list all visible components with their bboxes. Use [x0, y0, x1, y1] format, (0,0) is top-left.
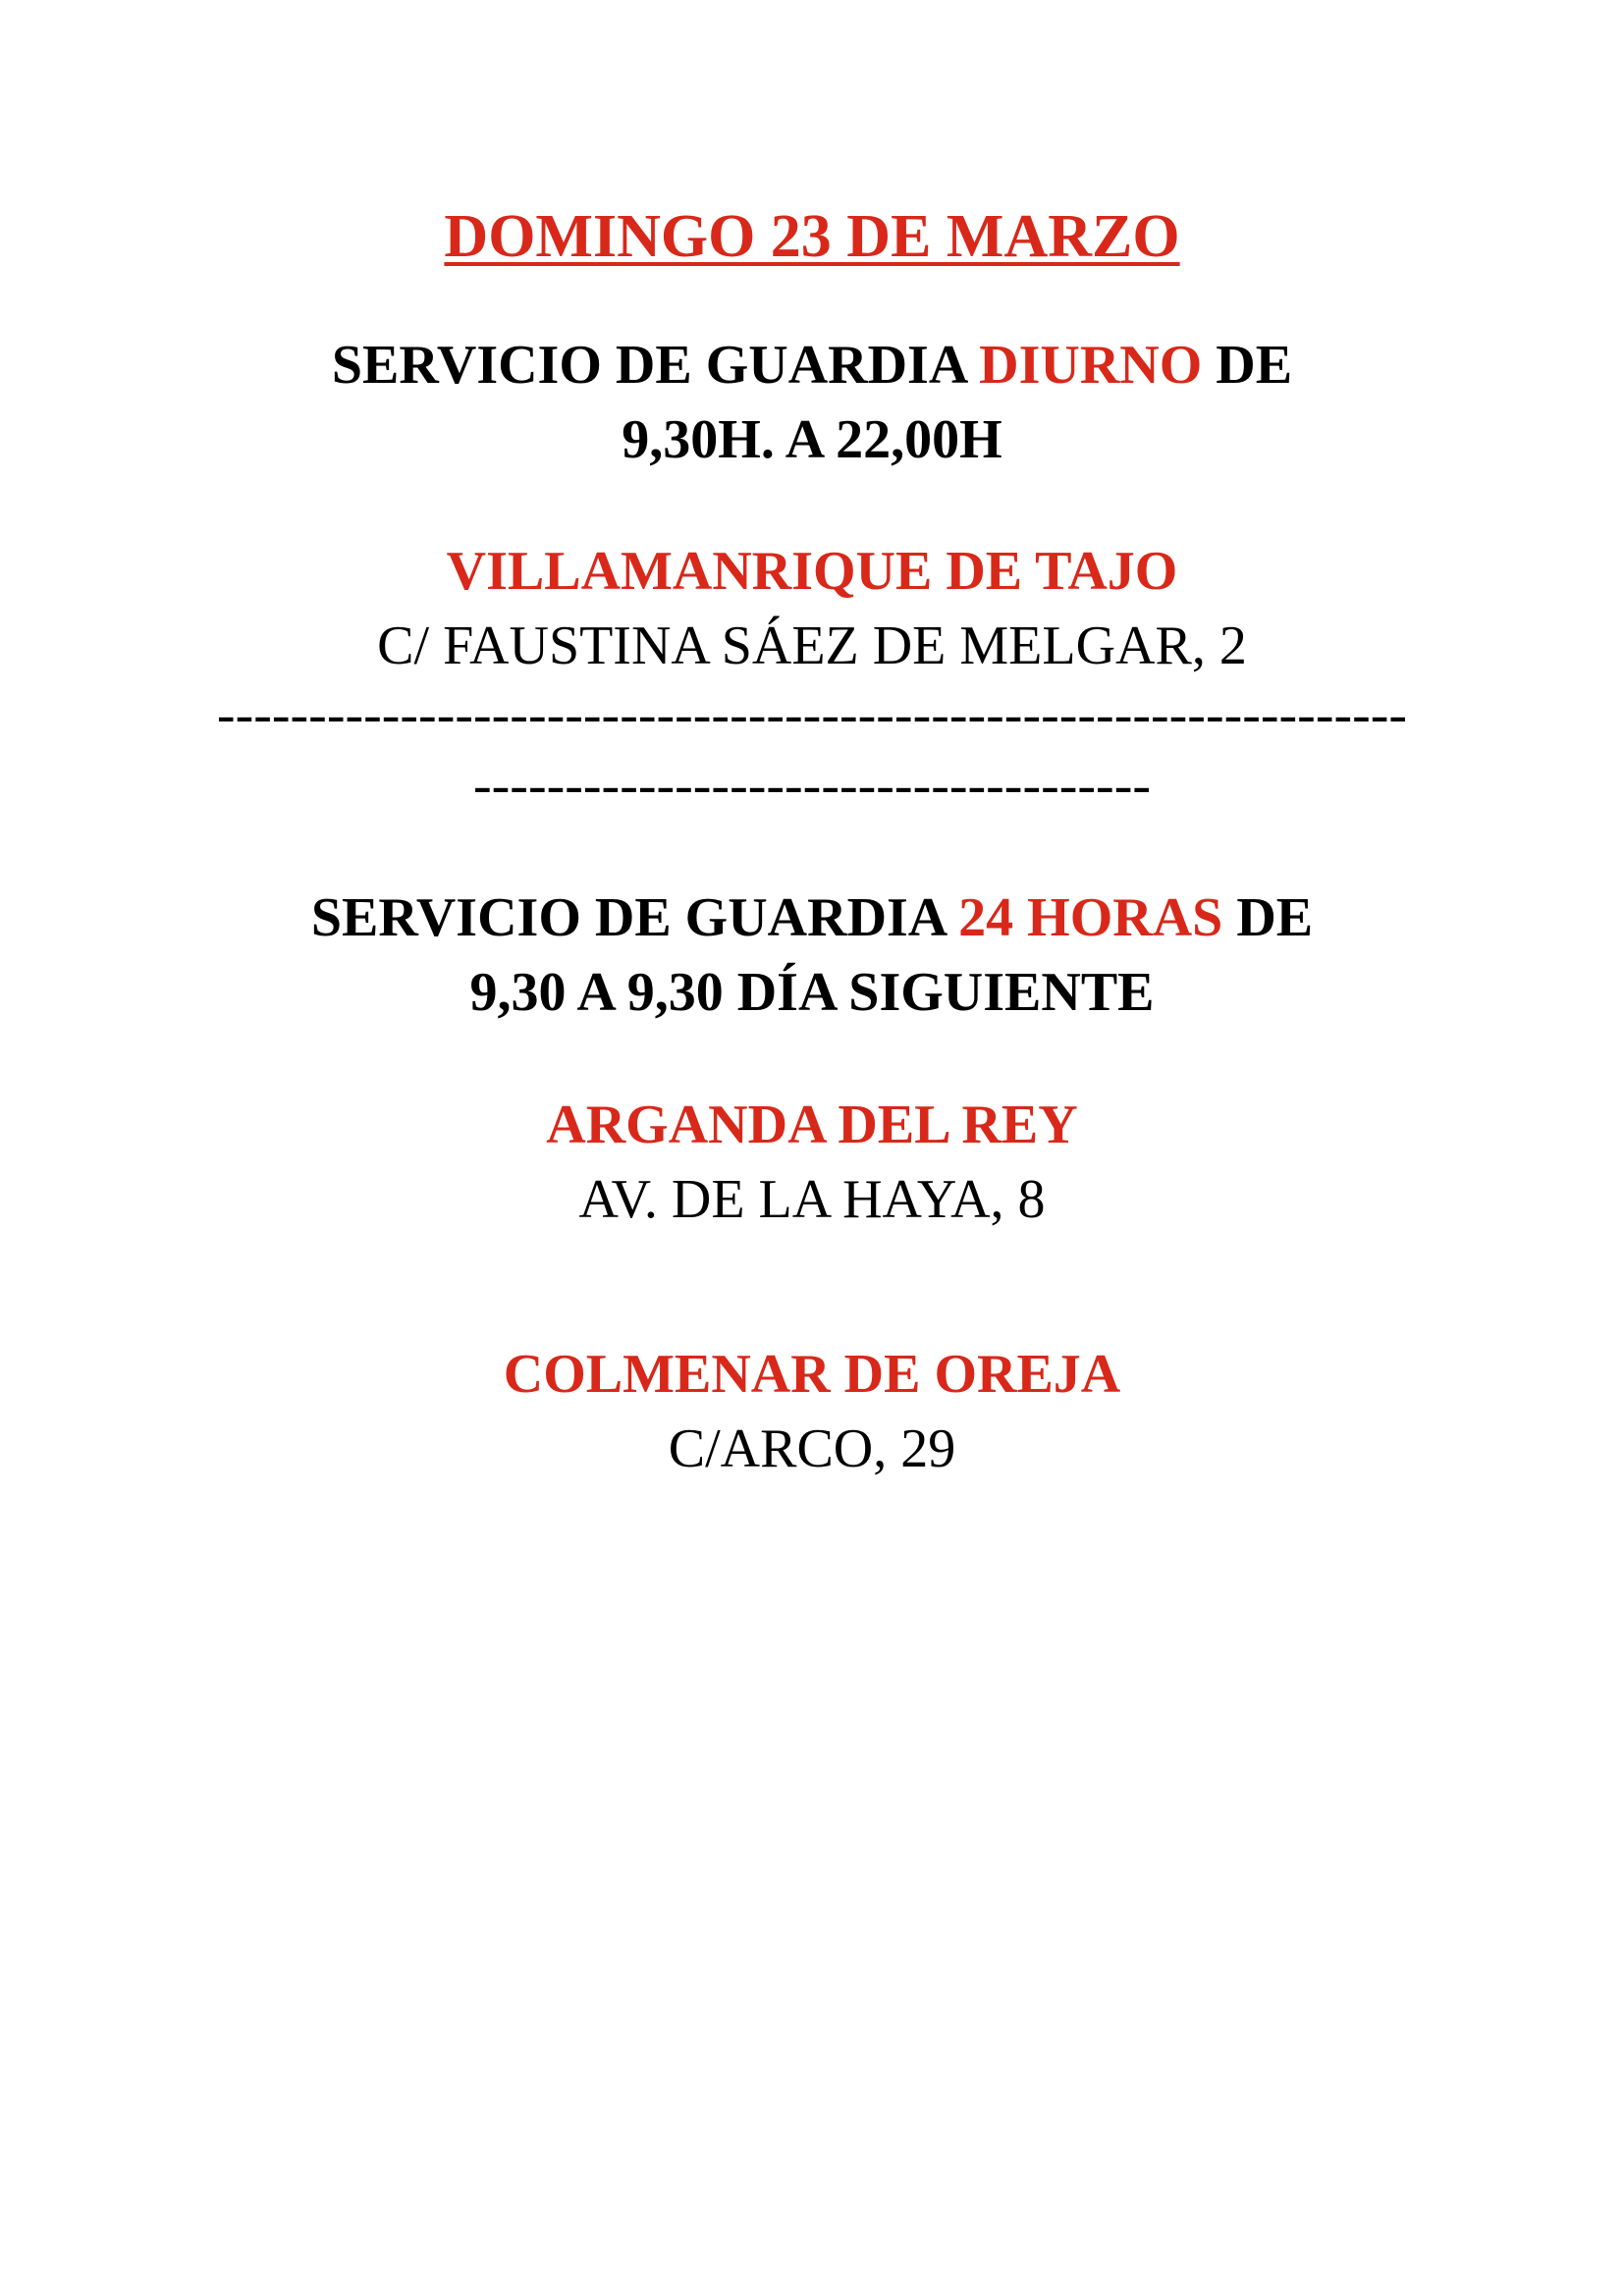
day-service-heading-prefix: SERVICIO DE GUARDIA	[331, 335, 980, 396]
pharmacy-address: AV. DE LA HAYA, 8	[578, 1169, 1046, 1230]
full-service-type: 24 HORAS	[958, 887, 1223, 948]
pharmacy-address: C/ FAUSTINA SÁEZ DE MELGAR, 2	[377, 615, 1247, 676]
day-service-type: DIURNO	[979, 335, 1203, 396]
day-service-heading-suffix: DE	[1202, 335, 1293, 396]
pharmacy-town: VILLAMANRIQUE DE TAJO	[446, 541, 1178, 602]
day-service-heading	[0, 335, 1624, 396]
dashed-separator: -----------------------------------------------------------------	[216, 684, 1408, 745]
full-service-heading	[0, 887, 1624, 948]
pharmacy-town: ARGANDA DEL REY	[546, 1095, 1078, 1155]
pharmacy-address: C/ARCO, 29	[668, 1418, 956, 1479]
pharmacy-town: COLMENAR DE OREJA	[503, 1344, 1121, 1405]
full-service-heading-prefix: SERVICIO DE GUARDIA	[310, 887, 959, 948]
page-title: DOMINGO 23 DE MARZO	[444, 203, 1180, 270]
day-service-hours: 9,30H. A 22,00H	[622, 409, 1002, 470]
full-service-heading-suffix: DE	[1222, 887, 1314, 948]
full-service-hours: 9,30 A 9,30 DÍA SIGUIENTE	[469, 962, 1155, 1023]
dashed-separator: -------------------------------------	[473, 755, 1151, 816]
